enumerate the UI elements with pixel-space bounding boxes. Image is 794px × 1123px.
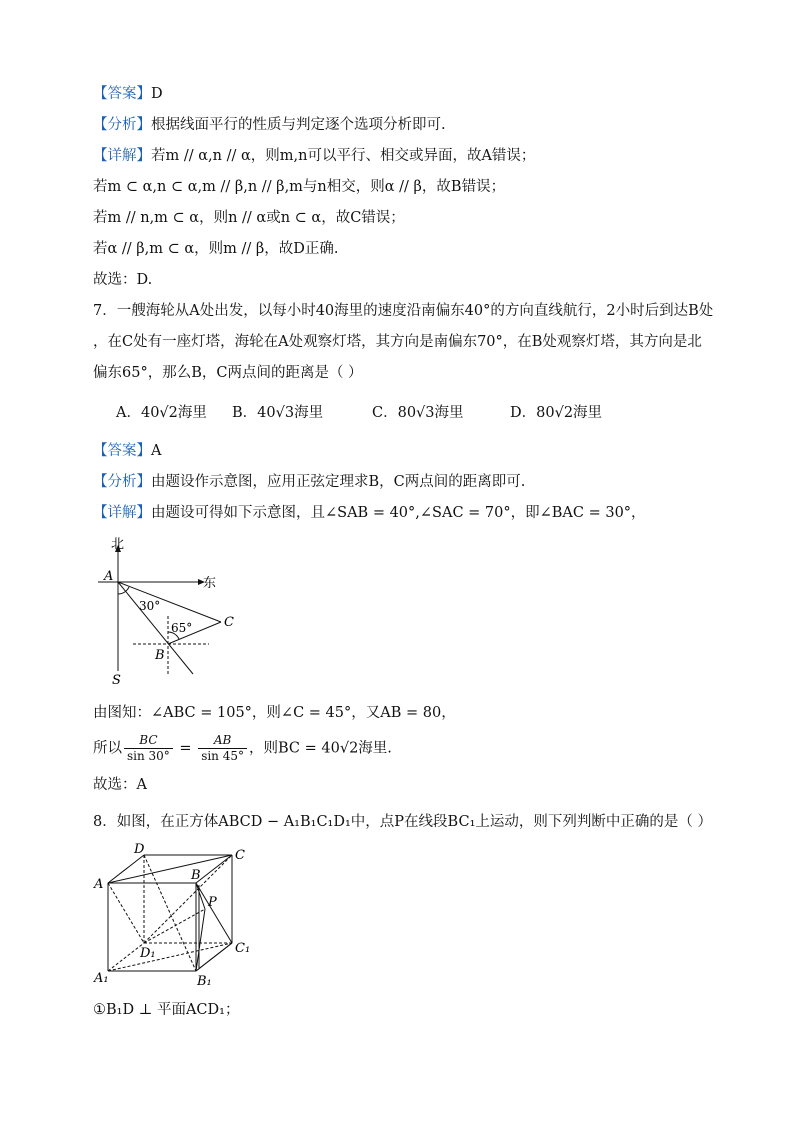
hidden-line-d1-c — [144, 855, 232, 943]
line-b1-c1-solid — [196, 943, 232, 971]
label-c1: C₁ — [235, 941, 251, 956]
q7-from-figure-line: 由图知：∠ABC = 105°，则∠C = 45°，又AB = 80， — [93, 705, 456, 721]
label-b1: B₁ — [197, 974, 212, 989]
q7-option-c: C．80√3海里 — [372, 405, 464, 421]
label-a: A — [104, 569, 114, 584]
label-s: S — [112, 673, 121, 688]
fraction-ab — [198, 733, 247, 764]
line-p-b1 — [196, 909, 205, 971]
so-prefix: 所以 — [93, 740, 122, 757]
analysis-tag: 【分析】 — [93, 474, 151, 490]
analysis-text: 由题设作示意图，应用正弦定理求B，C两点间的距离即可. — [151, 474, 526, 490]
q7-detail-line — [93, 503, 646, 523]
label-a1: A₁ — [94, 971, 109, 986]
answer-value: D — [151, 86, 163, 102]
q7-stem-line-3: 偏东65°，那么B，C两点间的距离是（ ） — [93, 365, 363, 381]
label-north: 北 — [111, 537, 125, 552]
label-d1: D₁ — [140, 946, 156, 961]
q7-choice-line: 故选：A — [93, 777, 147, 793]
q6-choice-line: 故选：D. — [93, 272, 153, 288]
analysis-tag: 【分析】 — [93, 117, 151, 133]
q6-detail-line-1 — [93, 146, 535, 166]
fraction-bc — [124, 733, 173, 764]
q7-option-b: B．40√3海里 — [232, 405, 324, 421]
label-c: C — [235, 848, 245, 863]
detail-tag: 【详解】 — [93, 148, 151, 164]
fraction-numerator: AB — [198, 733, 247, 749]
detail-text: 由题设可得如下示意图，且∠SAB = 40°,∠SAC = 70°，即∠BAC = 30°， — [151, 505, 646, 521]
q7-stem-line-2: ，在C处有一座灯塔，海轮在A处观察灯塔，其方向是南偏东70°，在B处观察灯塔，其方向是北 — [93, 334, 702, 350]
hidden-line-a-d1 — [108, 883, 144, 943]
q8-item-1: ①B₁D ⊥ 平面ACD₁； — [93, 1002, 240, 1018]
label-b: B — [155, 648, 165, 663]
q7-analysis-line — [93, 472, 525, 492]
hidden-edge-a1-d1 — [108, 943, 144, 971]
label-east: 东 — [203, 576, 217, 591]
q7-formula-line — [93, 733, 392, 765]
q6-detail-line-3: 若m // n,m ⊂ α，则n // α或n ⊂ α，故C错误； — [93, 210, 405, 226]
q8-stem-line: 8．如图，在正方体ABCD − A₁B₁C₁D₁中，点P在线段BC₁上运动，则下列判断中正确的是（ ） — [93, 814, 713, 830]
q6-analysis-line — [93, 115, 446, 135]
label-p: P — [208, 895, 217, 910]
answer-tag: 【答案】 — [93, 443, 151, 459]
label-b: B — [191, 868, 201, 883]
q7-stem-line-1: 7．一艘海轮从A处出发，以每小时40海里的速度沿南偏东40°的方向直线航行，2小时后到达B处 — [93, 303, 714, 319]
q6-detail-line-2: 若m ⊂ α,n ⊂ α,m // β,n // β,m与n相交，则α // β，故B错误； — [93, 179, 506, 195]
q6-detail-line-4: 若α // β,m ⊂ α，则m // β，故D正确. — [93, 241, 339, 257]
fraction-numerator: BC — [124, 733, 173, 749]
label-angle-65: 65° — [171, 621, 193, 635]
detail-tag: 【详解】 — [93, 505, 151, 521]
q7-option-d: D．80√2海里 — [510, 405, 603, 421]
q7-option-a: A．40√2海里 — [116, 405, 207, 421]
label-c: C — [224, 615, 234, 630]
fraction-denominator: sin 45° — [201, 749, 244, 763]
analysis-text: 根据线面平行的性质与判定逐个选项分析即可. — [151, 117, 446, 133]
answer-tag: 【答案】 — [93, 86, 151, 102]
cube-diagram — [93, 840, 263, 990]
equals-sign: = — [174, 740, 197, 757]
q7-answer-line — [93, 441, 161, 461]
label-a: A — [94, 877, 104, 892]
q6-answer-line — [93, 84, 163, 104]
detail-text: 若m // α,n // α，则m,n可以平行、相交或异面，故A错误； — [151, 148, 536, 164]
answer-value: A — [151, 443, 162, 459]
label-angle-30: 30° — [139, 599, 161, 613]
so-suffix: ，则BC = 40√2海里. — [249, 740, 392, 757]
label-d: D — [134, 842, 145, 857]
fraction-denominator: sin 30° — [127, 749, 170, 763]
navigation-diagram — [93, 536, 243, 696]
